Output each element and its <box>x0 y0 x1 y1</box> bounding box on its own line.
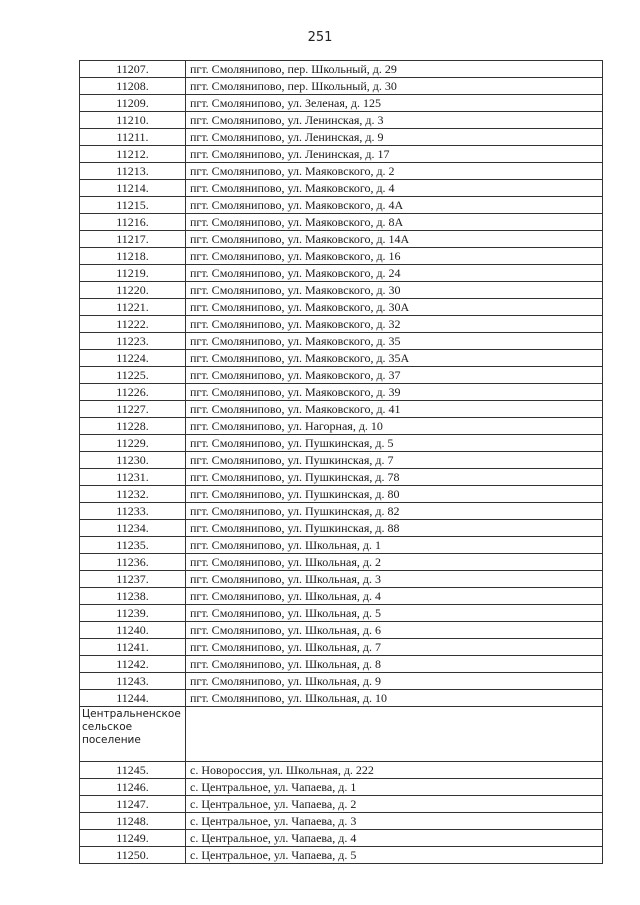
row-address: пгт. Смолянипово, ул. Маяковского, д. 37 <box>186 367 603 384</box>
row-address: пгт. Смолянипово, ул. Школьная, д. 3 <box>186 571 603 588</box>
row-address: пгт. Смолянипово, ул. Маяковского, д. 35А <box>186 350 603 367</box>
table-row <box>80 282 603 299</box>
row-address: пгт. Смолянипово, ул. Пушкинская, д. 88 <box>186 520 603 537</box>
row-number: 11211. <box>80 129 186 146</box>
table-row <box>80 231 603 248</box>
row-address: пгт. Смолянипово, ул. Маяковского, д. 4 <box>186 180 603 197</box>
row-number: 11233. <box>80 503 186 520</box>
table-row <box>80 554 603 571</box>
registry-section <box>80 707 603 762</box>
row-address: пгт. Смолянипово, ул. Маяковского, д. 35 <box>186 333 603 350</box>
row-address: пгт. Смолянипово, ул. Школьная, д. 6 <box>186 622 603 639</box>
row-address: пгт. Смолянипово, ул. Маяковского, д. 41 <box>186 401 603 418</box>
row-number: 11232. <box>80 486 186 503</box>
row-address: пгт. Смолянипово, ул. Ленинская, д. 3 <box>186 112 603 129</box>
table-row <box>80 435 603 452</box>
table-row <box>80 847 603 864</box>
table-row <box>80 367 603 384</box>
registry-rows-after <box>80 762 603 864</box>
table-row <box>80 299 603 316</box>
row-address: пгт. Смолянипово, ул. Маяковского, д. 39 <box>186 384 603 401</box>
row-number: 11240. <box>80 622 186 639</box>
row-address: пгт. Смолянипово, ул. Пушкинская, д. 80 <box>186 486 603 503</box>
row-number: 11224. <box>80 350 186 367</box>
table-row <box>80 796 603 813</box>
row-address: пгт. Смолянипово, ул. Маяковского, д. 8А <box>186 214 603 231</box>
row-number: 11228. <box>80 418 186 435</box>
row-address: пгт. Смолянипово, ул. Школьная, д. 7 <box>186 639 603 656</box>
row-number: 11235. <box>80 537 186 554</box>
table-row <box>80 830 603 847</box>
row-address: пгт. Смолянипово, пер. Школьный, д. 29 <box>186 61 603 78</box>
row-number: 11242. <box>80 656 186 673</box>
row-address: с. Центральное, ул. Чапаева, д. 3 <box>186 813 603 830</box>
row-number: 11230. <box>80 452 186 469</box>
row-number: 11247. <box>80 796 186 813</box>
row-number: 11208. <box>80 78 186 95</box>
row-number: 11212. <box>80 146 186 163</box>
row-address: пгт. Смолянипово, ул. Пушкинская, д. 78 <box>186 469 603 486</box>
row-address: пгт. Смолянипово, ул. Школьная, д. 8 <box>186 656 603 673</box>
row-address: с. Центральное, ул. Чапаева, д. 1 <box>186 779 603 796</box>
table-row <box>80 690 603 707</box>
row-number: 11239. <box>80 605 186 622</box>
table-row <box>80 469 603 486</box>
table-row <box>80 571 603 588</box>
section-title: Центральненское сельское поселение <box>80 707 186 762</box>
row-number: 11243. <box>80 673 186 690</box>
table-row <box>80 214 603 231</box>
row-address: пгт. Смолянипово, ул. Школьная, д. 9 <box>186 673 603 690</box>
row-number: 11245. <box>80 762 186 779</box>
table-row <box>80 520 603 537</box>
table-row <box>80 537 603 554</box>
row-address: пгт. Смолянипово, ул. Маяковского, д. 16 <box>186 248 603 265</box>
row-address: с. Центральное, ул. Чапаева, д. 4 <box>186 830 603 847</box>
registry-rows-before <box>80 61 603 707</box>
row-address: с. Новороссия, ул. Школьная, д. 222 <box>186 762 603 779</box>
row-address: пгт. Смолянипово, ул. Пушкинская, д. 7 <box>186 452 603 469</box>
row-address: пгт. Смолянипово, ул. Маяковского, д. 30А <box>186 299 603 316</box>
row-number: 11225. <box>80 367 186 384</box>
table-row <box>80 779 603 796</box>
table-row <box>80 588 603 605</box>
table-row <box>80 112 603 129</box>
row-number: 11215. <box>80 197 186 214</box>
row-number: 11237. <box>80 571 186 588</box>
row-address: пгт. Смолянипово, ул. Ленинская, д. 9 <box>186 129 603 146</box>
table-row <box>80 401 603 418</box>
row-number: 11214. <box>80 180 186 197</box>
row-number: 11236. <box>80 554 186 571</box>
row-address: пгт. Смолянипово, ул. Маяковского, д. 30 <box>186 282 603 299</box>
row-number: 11244. <box>80 690 186 707</box>
row-address: пгт. Смолянипово, ул. Школьная, д. 4 <box>186 588 603 605</box>
table-row <box>80 813 603 830</box>
row-number: 11226. <box>80 384 186 401</box>
row-address: пгт. Смолянипово, ул. Маяковского, д. 14А <box>186 231 603 248</box>
row-number: 11238. <box>80 588 186 605</box>
row-number: 11218. <box>80 248 186 265</box>
table-row <box>80 333 603 350</box>
row-number: 11241. <box>80 639 186 656</box>
table-row <box>80 350 603 367</box>
table-row <box>80 622 603 639</box>
row-address: пгт. Смолянипово, ул. Школьная, д. 2 <box>186 554 603 571</box>
row-address: с. Центральное, ул. Чапаева, д. 2 <box>186 796 603 813</box>
row-number: 11210. <box>80 112 186 129</box>
table-row <box>80 673 603 690</box>
section-row <box>80 707 603 762</box>
table-row <box>80 95 603 112</box>
table-row <box>80 180 603 197</box>
row-address: пгт. Смолянипово, ул. Школьная, д. 10 <box>186 690 603 707</box>
page-number: 251 <box>307 30 333 45</box>
row-address: пгт. Смолянипово, ул. Школьная, д. 5 <box>186 605 603 622</box>
table-row <box>80 61 603 78</box>
row-address: пгт. Смолянипово, ул. Нагорная, д. 10 <box>186 418 603 435</box>
row-number: 11223. <box>80 333 186 350</box>
row-number: 11249. <box>80 830 186 847</box>
table-row <box>80 452 603 469</box>
table-row <box>80 656 603 673</box>
row-address: пгт. Смолянипово, ул. Маяковского, д. 4А <box>186 197 603 214</box>
row-address: пгт. Смолянипово, ул. Школьная, д. 1 <box>186 537 603 554</box>
row-address: пгт. Смолянипово, ул. Маяковского, д. 2 <box>186 163 603 180</box>
row-number: 11213. <box>80 163 186 180</box>
table-row <box>80 78 603 95</box>
table-row <box>80 163 603 180</box>
row-address: с. Центральное, ул. Чапаева, д. 5 <box>186 847 603 864</box>
row-address: пгт. Смолянипово, ул. Ленинская, д. 17 <box>186 146 603 163</box>
row-number: 11216. <box>80 214 186 231</box>
table-row <box>80 248 603 265</box>
table-row <box>80 197 603 214</box>
table-row <box>80 129 603 146</box>
row-address: пгт. Смолянипово, ул. Пушкинская, д. 5 <box>186 435 603 452</box>
address-registry-table <box>79 60 603 864</box>
table-row <box>80 146 603 163</box>
table-row <box>80 384 603 401</box>
row-number: 11220. <box>80 282 186 299</box>
row-address: пгт. Смолянипово, ул. Маяковского, д. 32 <box>186 316 603 333</box>
row-number: 11246. <box>80 779 186 796</box>
row-number: 11221. <box>80 299 186 316</box>
row-number: 11231. <box>80 469 186 486</box>
row-number: 11248. <box>80 813 186 830</box>
row-number: 11222. <box>80 316 186 333</box>
row-number: 11219. <box>80 265 186 282</box>
row-number: 11227. <box>80 401 186 418</box>
row-number: 11209. <box>80 95 186 112</box>
row-address: пгт. Смолянипово, ул. Зеленая, д. 125 <box>186 95 603 112</box>
row-number: 11250. <box>80 847 186 864</box>
row-number: 11229. <box>80 435 186 452</box>
section-address-cell <box>186 707 603 762</box>
row-address: пгт. Смолянипово, ул. Пушкинская, д. 82 <box>186 503 603 520</box>
row-number: 11217. <box>80 231 186 248</box>
table-row <box>80 265 603 282</box>
row-address: пгт. Смолянипово, пер. Школьный, д. 30 <box>186 78 603 95</box>
table-row <box>80 503 603 520</box>
row-number: 11234. <box>80 520 186 537</box>
table-row <box>80 418 603 435</box>
row-number: 11207. <box>80 61 186 78</box>
table-row <box>80 605 603 622</box>
row-address: пгт. Смолянипово, ул. Маяковского, д. 24 <box>186 265 603 282</box>
table-row <box>80 486 603 503</box>
table-row <box>80 639 603 656</box>
table-row <box>80 762 603 779</box>
table-row <box>80 316 603 333</box>
